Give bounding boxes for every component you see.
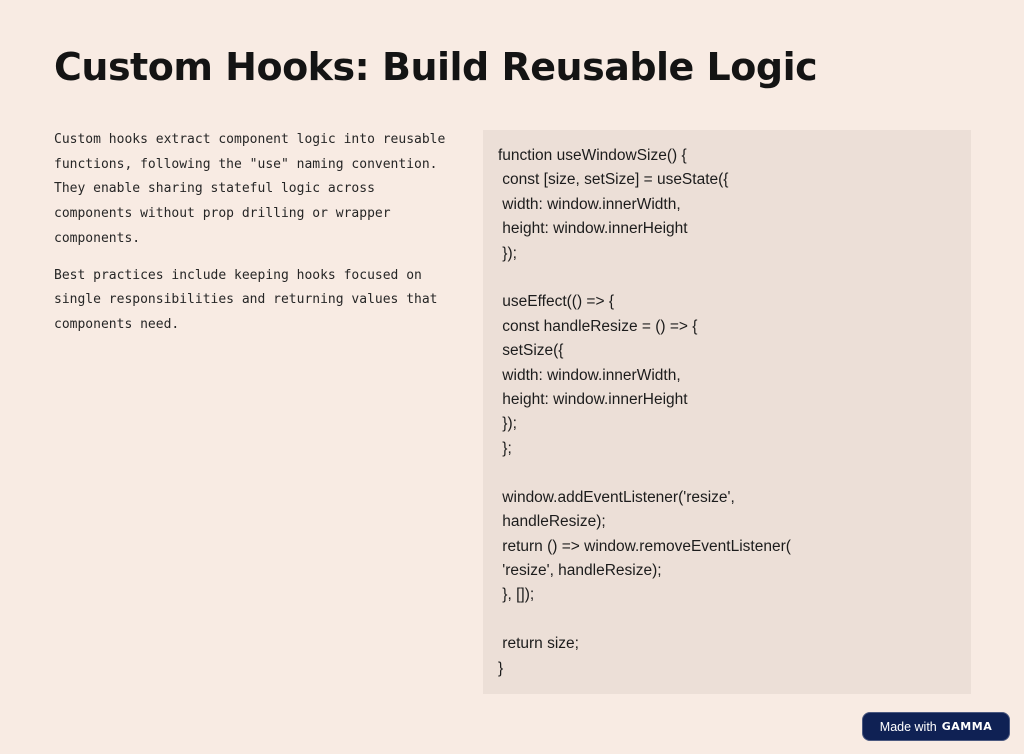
code-line: const handleResize = () => {	[498, 317, 698, 335]
code-line: });	[498, 244, 517, 262]
code-line: setSize({	[498, 342, 564, 360]
code-line: width: window.innerWidth,	[498, 366, 681, 384]
code-line: }, []);	[498, 586, 535, 604]
code-line: return size;	[498, 635, 579, 653]
code-line: const [size, setSize] = useState({	[498, 171, 729, 189]
badge-label: Made with	[879, 719, 937, 734]
slide-title: Custom Hooks: Build Reusable Logic	[54, 45, 818, 89]
code-line: useEffect(() => {	[498, 293, 615, 311]
code-line: }	[498, 659, 504, 677]
code-line: function useWindowSize() {	[498, 147, 687, 164]
code-line: height: window.innerHeight	[498, 391, 688, 409]
code-line: 'resize', handleResize);	[498, 561, 662, 579]
gamma-logo-text: GAMMA	[941, 720, 993, 733]
description-column	[54, 128, 454, 350]
description-paragraph-2: Best practices include keeping hooks focused on single responsibilities and returning values that components need.	[54, 267, 438, 332]
code-line: });	[498, 415, 517, 433]
code-line: };	[498, 439, 512, 457]
code-line: window.addEventListener('resize',	[498, 488, 735, 506]
code-line: return () => window.removeEventListener(	[498, 537, 791, 555]
code-line: width: window.innerWidth,	[498, 195, 681, 213]
code-line: handleResize);	[498, 513, 606, 531]
made-with-gamma-badge[interactable]	[862, 712, 1010, 741]
code-line: height: window.innerHeight	[498, 220, 688, 238]
code-text	[483, 130, 971, 681]
description-paragraph-1: Custom hooks extract component logic into reusable functions, following the "use" naming convention. They enable sharing stateful logic across components without prop drilling or wrapper components.	[54, 132, 446, 246]
code-block	[483, 130, 971, 694]
